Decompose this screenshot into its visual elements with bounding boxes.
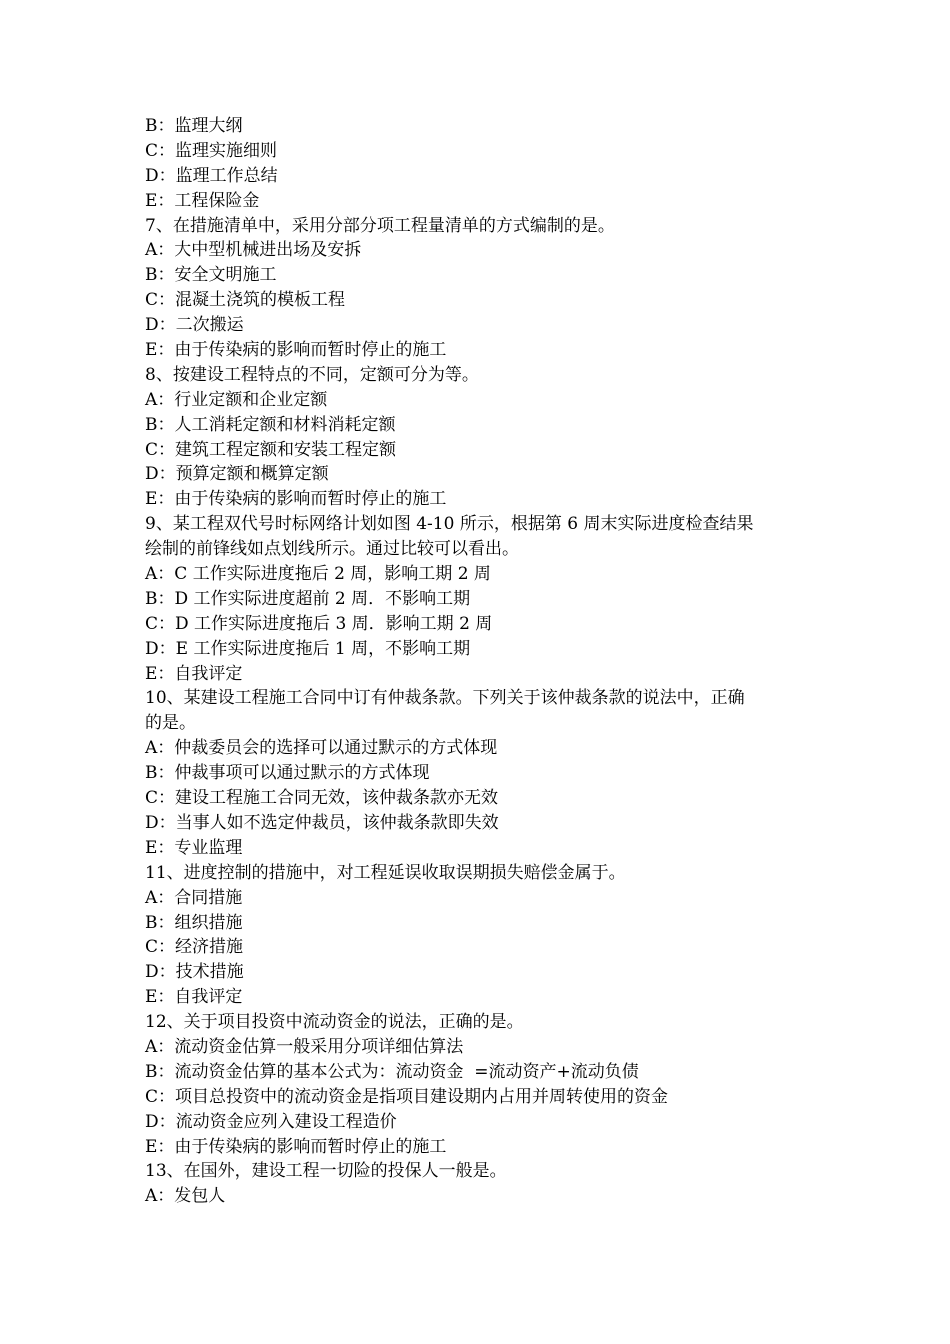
text-line: B：流动资金估算的基本公式为：流动资金 =流动资产+流动负债 [145, 1061, 639, 1082]
text-line: D：预算定额和概算定额 [145, 464, 329, 485]
question-line: 7、在措施清单中，采用分部分项工程量清单的方式编制的是。 [145, 215, 615, 236]
text-line: D：E 工作实际进度拖后 1 周，不影响工期 [145, 638, 471, 659]
question-line: 的是。 [145, 713, 196, 734]
text-line: A：大中型机械进出场及安拆 [145, 240, 362, 261]
text-line: C：混凝土浇筑的模板工程 [145, 290, 346, 311]
text-line: B：D 工作实际进度超前 2 周．不影响工期 [145, 588, 471, 609]
text-line: C：监理实施细则 [145, 140, 278, 161]
question-line: 绘制的前锋线如点划线所示。通过比较可以看出。 [145, 539, 519, 560]
text-line: A：合同措施 [145, 887, 243, 908]
text-line: B：监理大纲 [145, 116, 243, 136]
document-page [145, 114, 815, 1209]
text-line: D：当事人如不选定仲裁员，该仲裁条款即失效 [145, 812, 499, 833]
text-line: E：由于传染病的影响而暂时停止的施工 [145, 489, 447, 510]
text-line: E：自我评定 [145, 987, 243, 1008]
text-line: C：建设工程施工合同无效，该仲裁条款亦无效 [145, 788, 499, 809]
question-line: 11、进度控制的措施中，对工程延误收取误期损失赔偿金属于。 [145, 862, 626, 883]
question-line: 12、关于项目投资中流动资金的说法，正确的是。 [145, 1012, 524, 1033]
text-line: E：由于传染病的影响而暂时停止的施工 [145, 340, 447, 361]
question-line: 8、按建设工程特点的不同，定额可分为等。 [145, 364, 479, 385]
question-line: 13、在国外，建设工程一切险的投保人一般是。 [145, 1161, 507, 1182]
text-line: E：自我评定 [145, 663, 243, 684]
text-line: E：由于传染病的影响而暂时停止的施工 [145, 1136, 447, 1157]
text-line: A：C 工作实际进度拖后 2 周，影响工期 2 周 [145, 564, 491, 585]
text-line: B：安全文明施工 [145, 265, 277, 286]
text-line: B：组织措施 [145, 912, 243, 933]
text-line: A：行业定额和企业定额 [145, 389, 328, 410]
text-line: D：流动资金应列入建设工程造价 [145, 1111, 397, 1132]
text-line: D：二次搬运 [145, 315, 244, 336]
question-line: 10、某建设工程施工合同中订有仲裁条款。下列关于该仲裁条款的说法中，正确 [145, 688, 745, 709]
text-line: C：项目总投资中的流动资金是指项目建设期内占用并周转使用的资金 [145, 1086, 669, 1107]
text-line: A：流动资金估算一般采用分项详细估算法 [145, 1036, 464, 1057]
text-line: B：仲裁事项可以通过默示的方式体现 [145, 763, 430, 784]
text-line: C：建筑工程定额和安装工程定额 [145, 439, 397, 460]
question-line: 9、某工程双代号时标网络计划如图 4-10 所示，根据第 6 周末实际进度检查结果 [145, 514, 754, 535]
text-line: A：发包人 [145, 1186, 226, 1207]
text-line: D：技术措施 [145, 962, 244, 983]
text-line: A：仲裁委员会的选择可以通过默示的方式体现 [145, 738, 498, 759]
text-line: E：专业监理 [145, 837, 243, 858]
text-line: E：工程保险金 [145, 190, 260, 211]
text-line: B：人工消耗定额和材料消耗定额 [145, 414, 396, 435]
text-line: C：经济措施 [145, 937, 244, 958]
text-line: C：D 工作实际进度拖后 3 周．影响工期 2 周 [145, 613, 493, 634]
text-line: D：监理工作总结 [145, 165, 278, 186]
